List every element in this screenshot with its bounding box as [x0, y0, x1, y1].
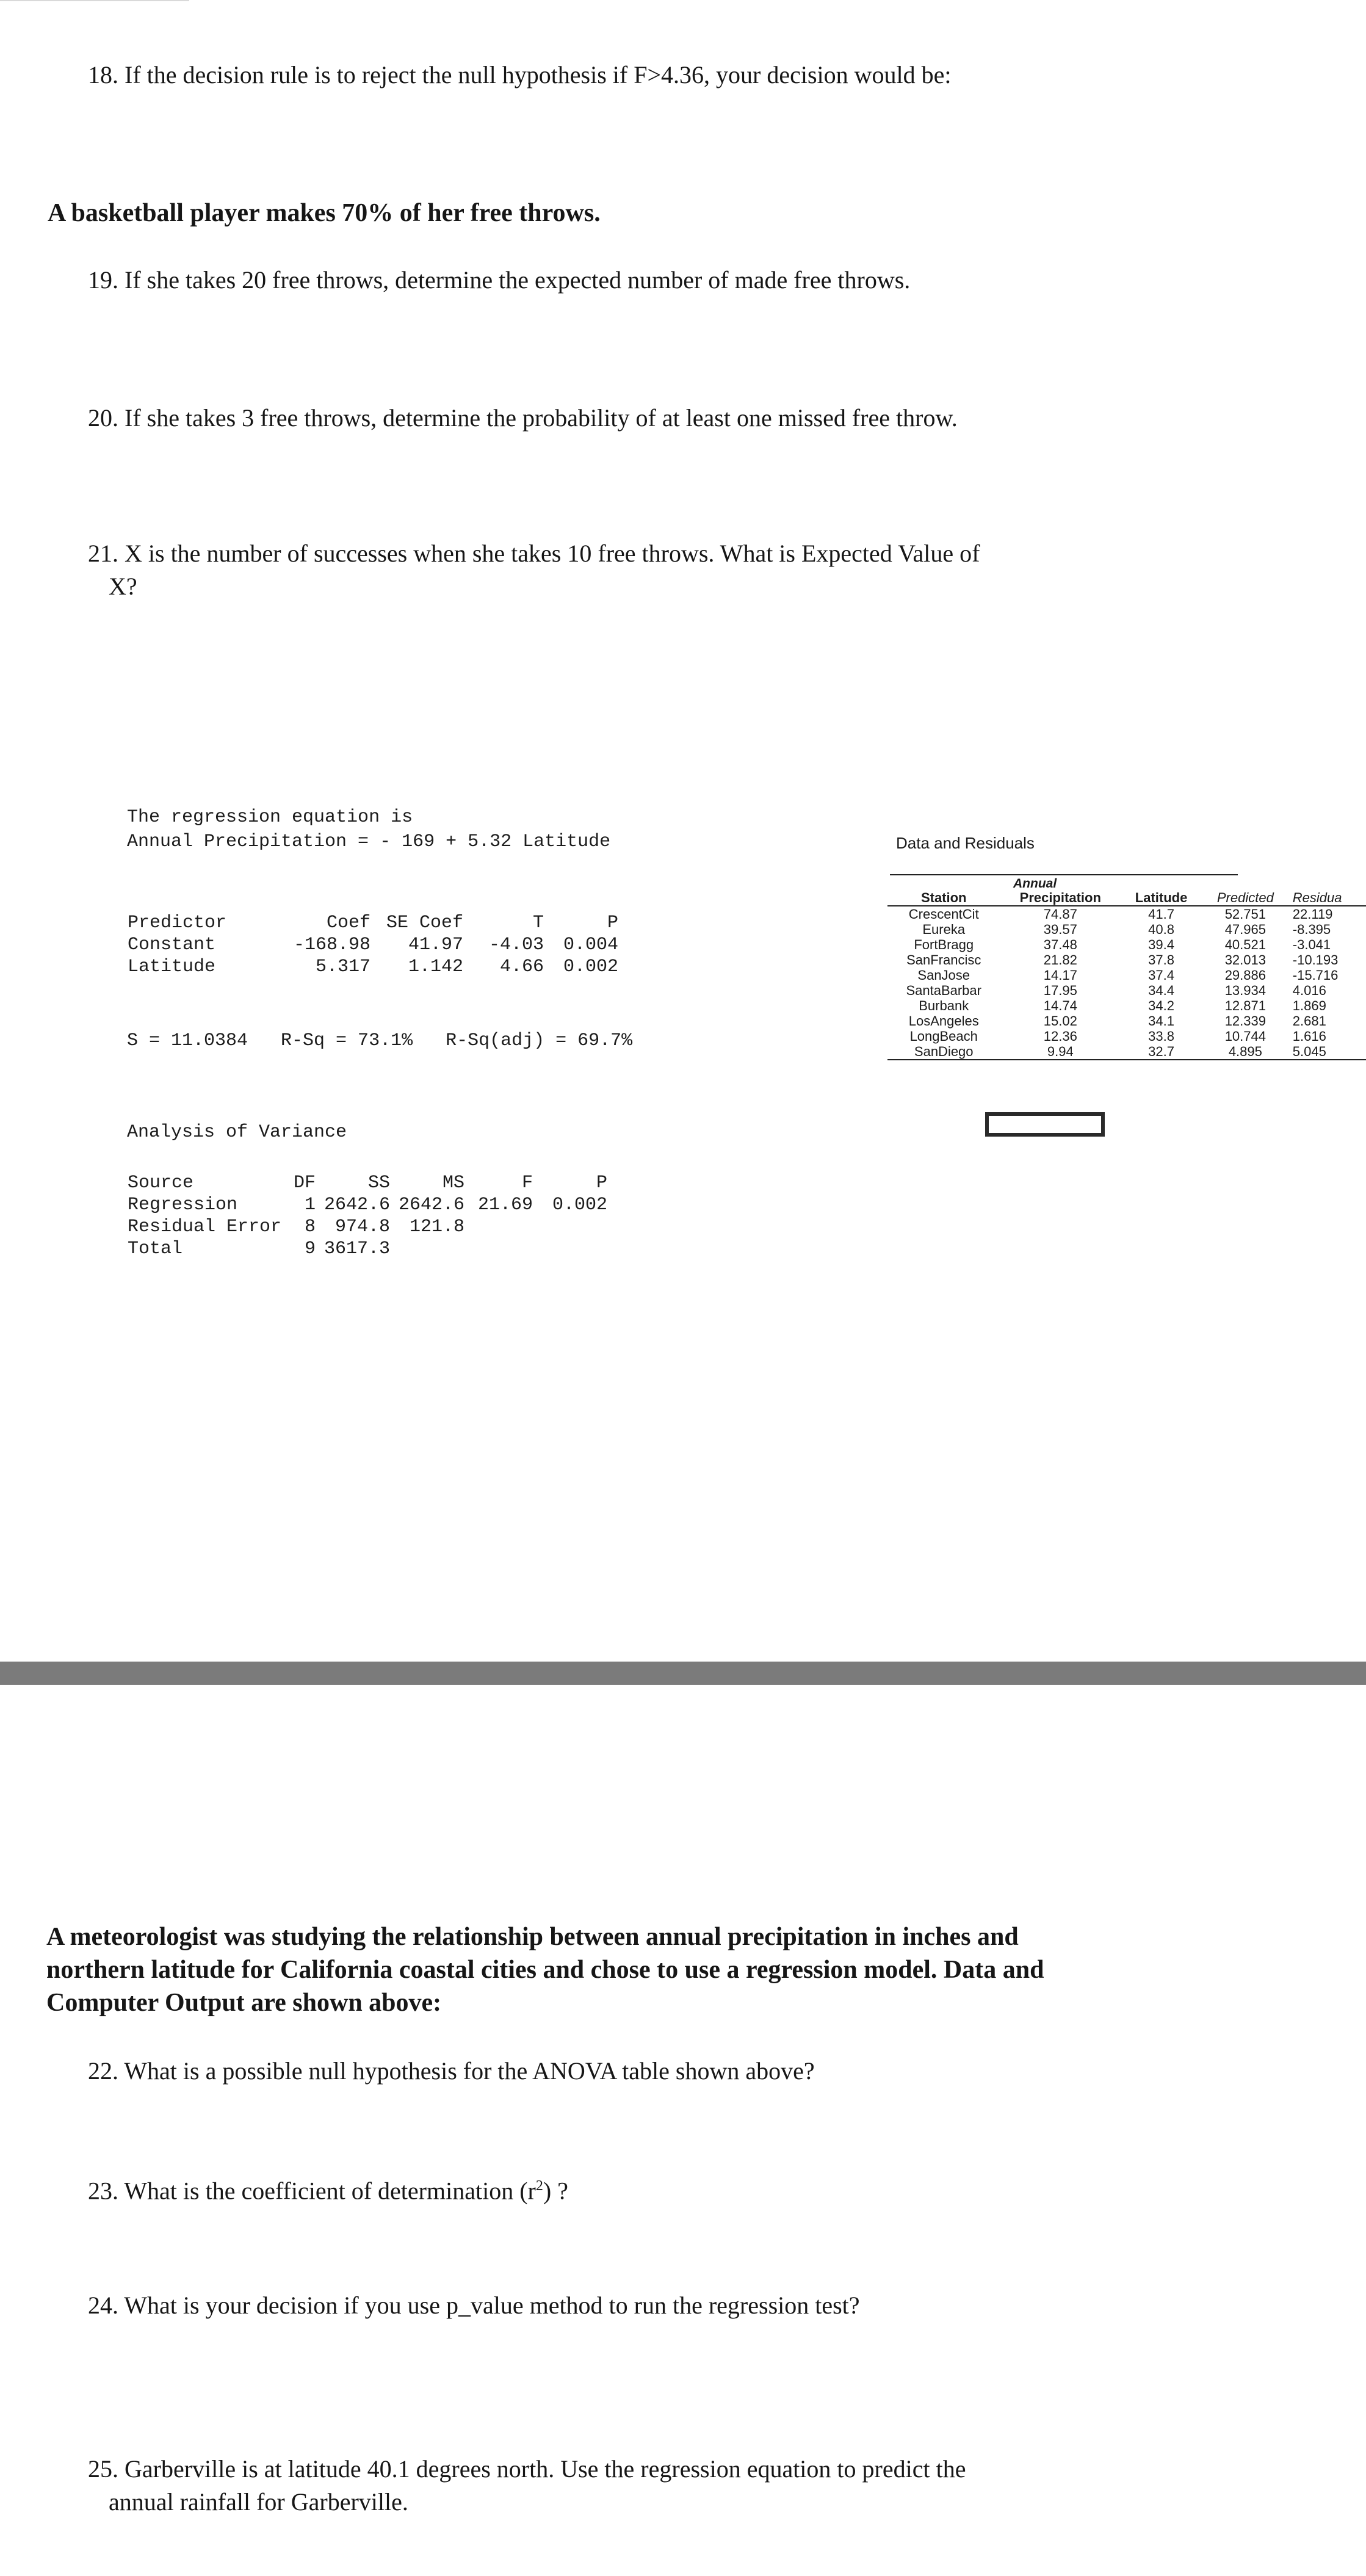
- precip-cell: 39.57: [1043, 922, 1077, 937]
- anova-header-ms: MS: [443, 1173, 465, 1193]
- data-row: [887, 1044, 1366, 1060]
- predicted-cell: 4.895: [1228, 1044, 1262, 1059]
- data-row: [887, 1029, 1366, 1044]
- coefficient-row: [127, 956, 619, 978]
- anova-cell: Total: [128, 1239, 183, 1259]
- residual-cell: 1.616: [1292, 1029, 1326, 1044]
- latitude-cell: 40.8: [1148, 922, 1174, 937]
- station-cell: LosAngeles: [908, 1013, 979, 1029]
- station-cell: SanFrancisc: [906, 952, 981, 968]
- predicted-cell: 52.751: [1224, 906, 1266, 922]
- basketball-heading: A basketball player makes 70% of her free throws.: [48, 199, 601, 227]
- coef-cell: 4.66: [500, 957, 544, 977]
- coef-cell: Constant: [128, 935, 216, 955]
- station-cell: FortBragg: [914, 937, 974, 952]
- anova-header-source: Source: [128, 1173, 194, 1193]
- residual-cell: -3.041: [1292, 937, 1331, 952]
- question-23-superscript: 2: [535, 2178, 543, 2194]
- question-22: 22. What is a possible null hypothesis for the ANOVA table shown above?: [88, 2057, 815, 2085]
- precip-cell: 9.94: [1047, 1044, 1074, 1059]
- residual-cell: 22.119: [1292, 906, 1333, 922]
- anova-cell: [391, 1238, 465, 1260]
- predicted-cell: 29.886: [1224, 968, 1266, 983]
- station-cell: LongBeach: [909, 1029, 978, 1044]
- header-predicted: Predicted: [1216, 890, 1274, 905]
- precip-cell: 14.74: [1043, 998, 1077, 1013]
- question-25-line1: 25. Garberville is at latitude 40.1 degrees north. Use the regression equation to predict the: [88, 2455, 966, 2483]
- predicted-cell: 40.521: [1224, 937, 1266, 952]
- predicted-cell: 32.013: [1224, 952, 1266, 968]
- coefficient-header-row: [127, 912, 619, 934]
- latitude-cell: 34.1: [1148, 1013, 1174, 1029]
- question-21-line1: 21. X is the number of successes when she takes 10 free throws. What is Expected Value of: [88, 540, 980, 567]
- data-row: [887, 952, 1366, 968]
- station-cell: SanDiego: [914, 1044, 974, 1059]
- coefficient-table: [127, 912, 619, 978]
- anova-row: [127, 1216, 608, 1238]
- anova-cell: 0.002: [552, 1195, 608, 1215]
- header-residual: Residua: [1292, 890, 1342, 905]
- data-row: [887, 1013, 1366, 1029]
- anova-row: [127, 1194, 608, 1216]
- data-table-top-rule: [890, 874, 1238, 875]
- precip-cell: 12.36: [1043, 1029, 1077, 1044]
- header-precipitation: Precipitation: [1019, 890, 1101, 905]
- anova-cell: [465, 1238, 533, 1260]
- data-residuals-table: [887, 890, 1366, 1060]
- data-row: [887, 998, 1366, 1013]
- anova-header-f: F: [522, 1173, 533, 1193]
- precip-cell: 37.48: [1043, 937, 1077, 952]
- question-24: 24. What is your decision if you use p_value method to run the regression test?: [88, 2292, 860, 2319]
- latitude-cell: 32.7: [1148, 1044, 1174, 1059]
- precip-cell: 17.95: [1043, 983, 1077, 998]
- precip-cell: 74.87: [1043, 906, 1077, 922]
- anova-row: [127, 1238, 608, 1260]
- empty-input-box[interactable]: [985, 1112, 1105, 1137]
- data-row: [887, 983, 1366, 998]
- coef-cell: 41.97: [408, 935, 464, 955]
- anova-cell: [533, 1238, 608, 1260]
- predicted-cell: 12.871: [1224, 998, 1266, 1013]
- coef-header-predictor: Predictor: [128, 913, 227, 933]
- question-18: 18. If the decision rule is to reject the null hypothesis if F>4.36, your decision would be:: [88, 61, 952, 89]
- header-station: Station: [920, 890, 967, 905]
- coef-cell: Latitude: [128, 957, 216, 977]
- coef-cell: -4.03: [489, 935, 544, 955]
- station-cell: Burbank: [919, 998, 969, 1013]
- data-row: [887, 937, 1366, 952]
- coef-header-se: SE Coef: [386, 913, 464, 933]
- anova-cell: [465, 1216, 533, 1238]
- annual-header: Annual: [1013, 877, 1057, 891]
- anova-table: [127, 1172, 608, 1260]
- meteorologist-line3: Computer Output are shown above:: [46, 1989, 442, 2017]
- anova-title: Analysis of Variance: [127, 1122, 347, 1143]
- latitude-cell: 39.4: [1148, 937, 1174, 952]
- anova-header-row: [127, 1172, 608, 1194]
- meteorologist-line2: northern latitude for California coastal cities and chose to use a regression model. Data and: [46, 1956, 1044, 1984]
- station-cell: SanJose: [917, 968, 970, 983]
- data-row: [887, 922, 1366, 937]
- predicted-cell: 47.965: [1224, 922, 1266, 937]
- latitude-cell: 33.8: [1148, 1029, 1174, 1044]
- station-cell: CrescentCit: [908, 906, 979, 922]
- question-19: 19. If she takes 20 free throws, determine the expected number of made free throws.: [88, 266, 911, 294]
- section-separator-band: [0, 1662, 1366, 1685]
- question-25-line2: annual rainfall for Garberville.: [109, 2488, 408, 2516]
- residual-cell: 5.045: [1292, 1044, 1326, 1059]
- question-23: [88, 2169, 568, 2207]
- predicted-cell: 13.934: [1224, 983, 1266, 998]
- anova-header-df: DF: [294, 1173, 316, 1193]
- data-residuals-title: Data and Residuals: [896, 834, 1035, 852]
- latitude-cell: 34.4: [1148, 983, 1174, 998]
- residual-cell: -8.395: [1292, 922, 1331, 937]
- anova-cell: Residual Error: [128, 1217, 282, 1237]
- coef-cell: -168.98: [294, 935, 371, 955]
- precip-cell: 14.17: [1043, 968, 1077, 983]
- anova-cell: 21.69: [478, 1195, 533, 1215]
- anova-cell: 2642.6: [398, 1195, 465, 1215]
- anova-cell: [533, 1216, 608, 1238]
- anova-cell: 2642.6: [323, 1195, 391, 1215]
- latitude-cell: 37.8: [1148, 952, 1174, 968]
- coef-header-p: P: [607, 913, 619, 933]
- precip-cell: 21.82: [1043, 952, 1077, 968]
- anova-cell: Regression: [128, 1195, 238, 1215]
- question-23-prefix: 23. What is the coefficient of determination (r: [88, 2177, 536, 2205]
- header-latitude: Latitude: [1135, 890, 1188, 905]
- residual-cell: 1.869: [1292, 998, 1326, 1013]
- residual-cell: 4.016: [1292, 983, 1326, 998]
- question-21-line2: X?: [109, 573, 137, 600]
- anova-cell: 9: [305, 1239, 316, 1259]
- latitude-cell: 34.2: [1148, 998, 1174, 1013]
- residual-cell: -15.716: [1292, 968, 1339, 983]
- latitude-cell: 41.7: [1148, 906, 1174, 922]
- coef-cell: 0.004: [563, 935, 619, 955]
- anova-cell: 1: [305, 1195, 316, 1215]
- model-fit-summary: S = 11.0384 R-Sq = 73.1% R-Sq(adj) = 69.7%: [127, 1030, 633, 1051]
- meteorologist-line1: A meteorologist was studying the relationship between annual precipitation in inches and: [46, 1923, 1019, 1951]
- anova-header-ss: SS: [368, 1173, 391, 1193]
- coef-header-t: T: [533, 913, 544, 933]
- coef-cell: 0.002: [563, 957, 619, 977]
- coef-header-coef: Coef: [327, 913, 371, 933]
- anova-cell: 3617.3: [323, 1239, 391, 1259]
- residual-cell: -10.193: [1292, 952, 1339, 968]
- coefficient-row: [127, 934, 619, 956]
- anova-cell: 974.8: [335, 1217, 391, 1237]
- data-residuals-header-row: [887, 890, 1366, 906]
- question-23-suffix: ) ?: [543, 2177, 568, 2205]
- coef-cell: 5.317: [316, 957, 371, 977]
- latitude-cell: 37.4: [1148, 968, 1174, 983]
- precip-cell: 15.02: [1043, 1013, 1077, 1029]
- regression-equation-title: The regression equation is: [127, 807, 413, 828]
- data-row: [887, 906, 1366, 922]
- station-cell: Eureka: [922, 922, 966, 937]
- anova-header-p: P: [596, 1173, 608, 1193]
- anova-cell: 121.8: [410, 1217, 465, 1237]
- question-20: 20. If she takes 3 free throws, determine the probability of at least one missed free throw.: [88, 404, 958, 432]
- station-cell: SantaBarbar: [906, 983, 981, 998]
- residual-cell: 2.681: [1292, 1013, 1326, 1029]
- predicted-cell: 10.744: [1224, 1029, 1266, 1044]
- top-divider: [0, 0, 189, 1]
- regression-equation: Annual Precipitation = - 169 + 5.32 Latitude: [127, 831, 611, 852]
- data-row: [887, 968, 1366, 983]
- anova-cell: 8: [305, 1217, 316, 1237]
- coef-cell: 1.142: [408, 957, 464, 977]
- predicted-cell: 12.339: [1224, 1013, 1266, 1029]
